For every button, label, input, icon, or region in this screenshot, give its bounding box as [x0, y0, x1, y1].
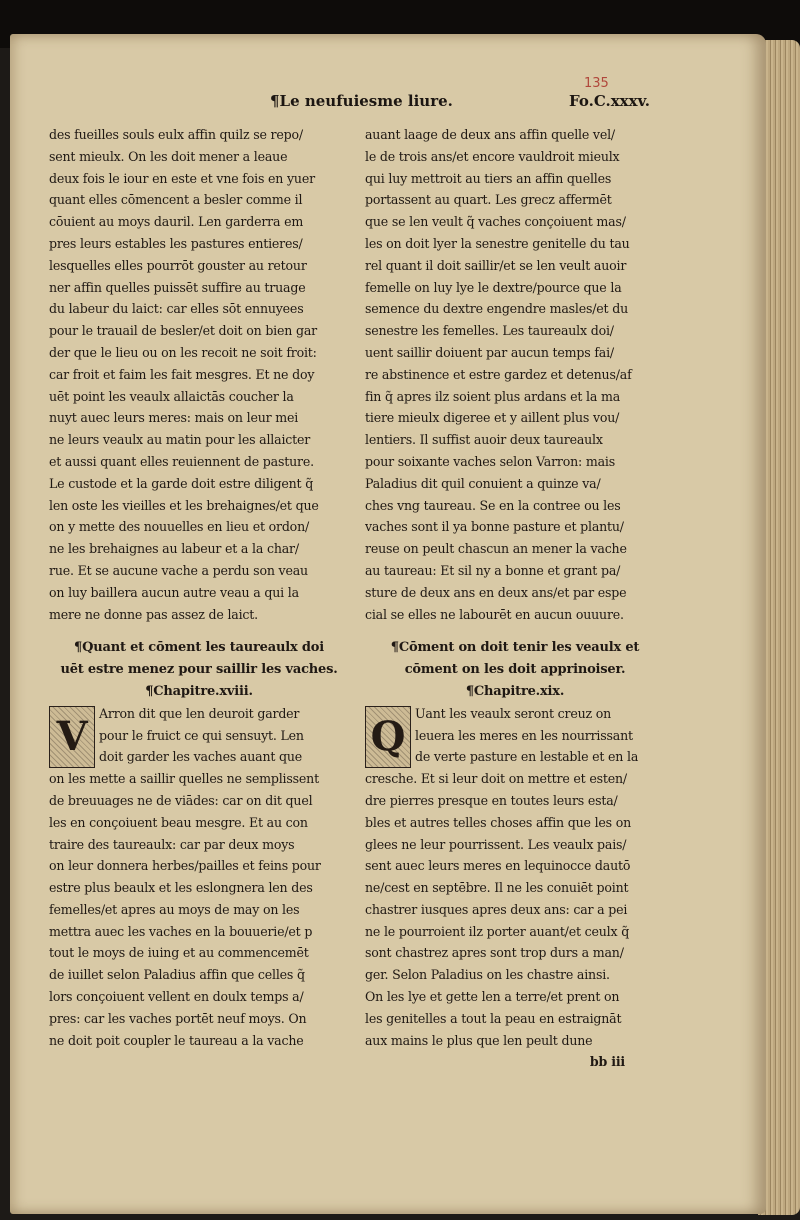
text-line: pour soixante vaches selon Varron: mais — [365, 453, 616, 469]
text-line: pres leurs estables les pastures entieres/ — [49, 235, 303, 251]
text-line: fin q̃ apres ilz soient plus ardans et la ma — [365, 388, 621, 404]
text-line: der que le lieu ou on les recoit ne soit froit: — [49, 344, 317, 360]
text-line: qui luy mettroit au tiers an affin quelles — [365, 170, 612, 186]
chapter-label: ¶Chapitre.xix. — [465, 683, 565, 699]
text-line: doit garder les vaches auant que — [99, 749, 303, 765]
text-line: du labeur du laict: car elles sōt ennuyees — [49, 301, 304, 317]
signature-mark: bb iii — [589, 1054, 625, 1070]
text-line: ger. Selon Paladius on les chastre ainsi. — [365, 967, 610, 983]
text-line: les en conçoiuent beau mesgre. Et au con — [49, 814, 308, 830]
text-line: On les lye et gette len a terre/et prent on — [365, 989, 620, 1005]
text-line: Le custode et la garde doit estre diligent q̃ — [49, 475, 314, 491]
text-line: Paladius dit quil conuient a quinze va/ — [365, 475, 601, 491]
text-line: que se len veult q̃ vaches conçoiuent mas/ — [365, 214, 626, 230]
folio-number: Fo.C.xxxv. — [569, 92, 650, 110]
text-line: sent mieulx. On les doit mener a leaue — [49, 148, 288, 164]
running-header — [270, 92, 650, 116]
text-line: tiere mieulx digeree et y aillent plus vou/ — [365, 410, 620, 426]
text-line: sent auec leurs meres en lequinocce dautō — [365, 858, 631, 874]
text-line: portassent au quart. Les grecz affermēt — [365, 192, 612, 208]
text-line: on les mette a saillir quelles ne semplissent — [49, 771, 319, 787]
pencil-page-number: 135 — [584, 76, 609, 91]
text-line: cial se elles ne labourēt en aucun ouuure. — [365, 606, 624, 622]
text-line: de iuillet selon Paladius affin que celles q̃ — [49, 967, 305, 983]
text-line: dre pierres presque en toutes leurs esta/ — [365, 792, 618, 808]
right-column — [365, 124, 665, 1073]
text-line: uent saillir doiuent par aucun temps fai/ — [365, 344, 614, 360]
text-line: uēt point les veaulx allaictās coucher la — [49, 388, 294, 404]
text-line: sture de deux ans en deux ans/et par espe — [365, 584, 627, 600]
text-line: semence du dextre engendre masles/et du — [365, 301, 628, 317]
text-line: rel quant il doit saillir/et se len veult auoir — [365, 257, 627, 273]
section-heading: uēt estre menez pour saillir les vaches. — [60, 662, 338, 678]
text-line: vaches sont il ya bonne pasture et plantu/ — [365, 519, 624, 535]
text-line: estre plus beaulx et les eslongnera len des — [49, 880, 313, 896]
text-line: mettra auec les vaches en la bouuerie/et p — [49, 923, 313, 939]
text-line: leuera les meres en les nourrissant — [415, 727, 633, 743]
text-line: Arron dit que len deuroit garder — [99, 705, 300, 721]
text-line: lors conçoiuent vellent en doulx temps a/ — [49, 989, 304, 1005]
text-line: les on doit lyer la senestre genitelle du tau — [365, 235, 630, 251]
text-line: ner affin quelles puissēt suffire au truage — [49, 279, 306, 295]
text-line: femelles/et apres au moys de may on les — [49, 901, 300, 917]
text-line: sont chastrez apres sont trop durs a man/ — [365, 945, 624, 961]
text-line: femelle on luy lye le dextre/pource que la — [365, 279, 622, 295]
text-line: mere ne donne pas assez de laict. — [49, 606, 258, 622]
paragraph — [49, 124, 349, 625]
paragraph — [49, 703, 349, 1052]
text-line: tout le moys de iuing et au commencemēt — [49, 945, 309, 961]
text-line: on luy baillera aucun autre veau a qui la — [49, 584, 299, 600]
text-line: pour le fruict ce qui sensuyt. Len — [99, 727, 304, 743]
text-line: chastrer iusques apres deux ans: car a pei — [365, 901, 628, 917]
text-line: le de trois ans/et encore vauldroit mieulx — [365, 148, 620, 164]
paragraph — [365, 703, 665, 1052]
text-line: auant laage de deux ans affin quelle vel/ — [365, 127, 615, 142]
text-line: les genitelles a tout la peau en estraignāt — [365, 1010, 622, 1026]
text-line: ne/cest en septēbre. Il ne les conuiēt point — [365, 880, 629, 896]
text-line: deux fois le iour en este et vne fois en yuer — [49, 170, 315, 186]
text-line: aux mains le plus que len peult dune — [365, 1032, 593, 1048]
text-line: ne le pourroient ilz porter auant/et ceulx q̃ — [365, 923, 630, 939]
text-line: len oste les vieilles et les brehaignes/et que — [49, 497, 319, 513]
text-line: ne leurs veaulx au matin pour les allaicter — [49, 432, 311, 448]
decorated-initial: V — [49, 706, 95, 768]
section-heading: cōment on les doit apprinoiser. — [404, 662, 626, 678]
paragraph — [365, 124, 665, 625]
decorated-initial: Q — [365, 706, 411, 768]
text-line: bles et autres telles choses affin que les on — [365, 814, 632, 830]
text-line: lesquelles elles pourrōt gouster au retour — [49, 257, 307, 273]
text-line: au taureau: Et sil ny a bonne et grant pa/ — [365, 562, 621, 578]
text-line: Uant les veaulx seront creuz on — [415, 705, 612, 721]
text-line: cōuient au moys dauril. Len garderra em — [49, 214, 304, 230]
text-line: cresche. Et si leur doit on mettre et esten/ — [365, 771, 627, 787]
text-line: car froit et faim les fait mesgres. Et ne doy — [49, 366, 315, 382]
text-line: on y mette des nouuelles en lieu et ordon/ — [49, 519, 310, 535]
text-line: ches vng taureau. Se en la contree ou les — [365, 497, 621, 513]
text-line: des fueilles souls eulx affin quilz se repo/ — [49, 127, 303, 142]
text-line: reuse on peult chascun an mener la vache — [365, 541, 627, 557]
text-line: re abstinence et estre gardez et detenus/af — [365, 366, 632, 382]
text-line: glees ne leur pourrissent. Les veaulx pais/ — [365, 836, 627, 852]
text-line: on leur donnera herbes/pailles et feins pour — [49, 858, 321, 874]
running-title: ¶Le neufuiesme liure. — [270, 92, 453, 110]
text-line: de breuuages ne de viādes: car on dit quel — [49, 792, 313, 808]
text-line: senestre les femelles. Les taureaulx doi/ — [365, 323, 614, 339]
text-line: rue. Et se aucune vache a perdu son veau — [49, 562, 308, 578]
section-heading: ¶Quant et cōment les taureaulx doi — [74, 640, 324, 656]
text-line: ne les brehaignes au labeur et a la char/ — [49, 541, 299, 557]
text-line: quant elles cōmencent a besler comme il — [49, 192, 303, 208]
text-line: traire des taureaulx: car par deux moys — [49, 836, 295, 852]
text-line: nuyt auec leurs meres: mais on leur mei — [49, 410, 299, 426]
text-line: lentiers. Il suffist auoir deux taureaulx — [365, 432, 603, 448]
text-line: ne doit poit coupler le taureau a la vache — [49, 1032, 304, 1048]
text-line: pour le trauail de besler/et doit on bien gar — [49, 323, 317, 339]
section-heading: ¶Cōment on doit tenir les veaulx et — [390, 640, 640, 656]
chapter-label: ¶Chapitre.xviii. — [145, 683, 253, 699]
text-line: pres: car les vaches portēt neuf moys. On — [49, 1010, 307, 1026]
text-line: et aussi quant elles reuiennent de pasture. — [49, 453, 314, 469]
text-line: de verte pasture en lestable et en la — [415, 749, 639, 765]
left-column — [49, 124, 349, 1051]
